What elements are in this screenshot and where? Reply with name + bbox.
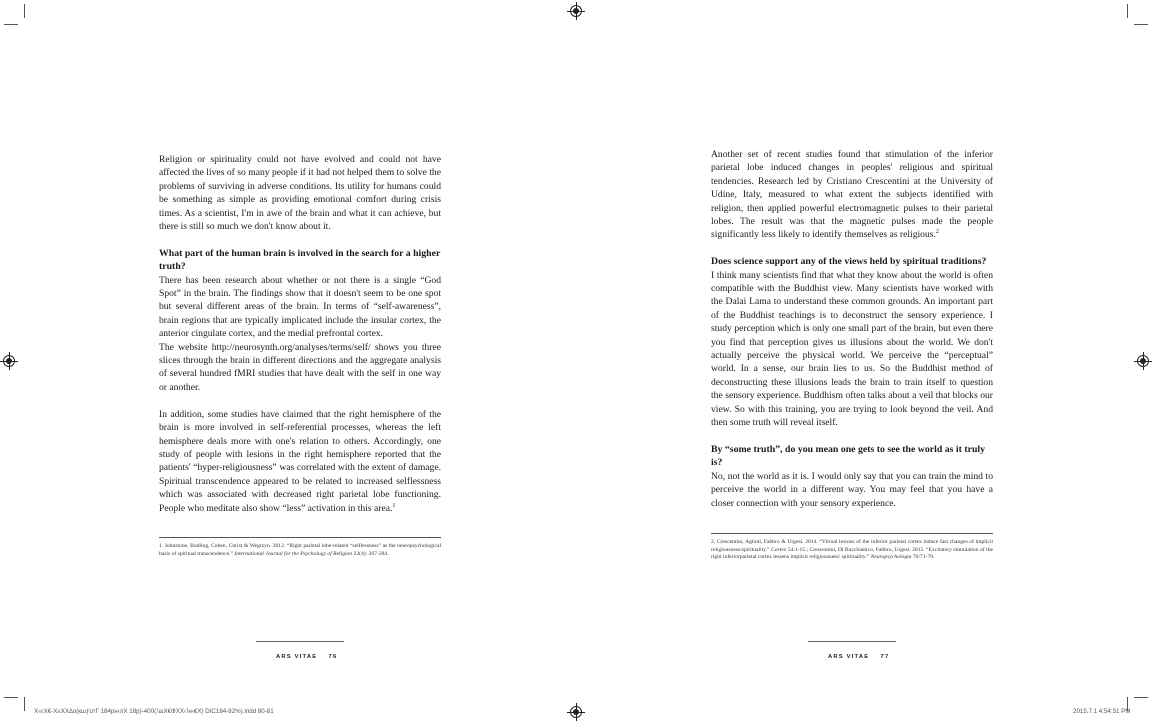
crop-mark-bottom-left-h xyxy=(4,697,18,698)
left-paragraph-3: The website http://neurosynth.org/analyses/terms/self/ shows you three slices through the brain in different directions and the aggregate analysis of several hundred fMRI studies that have dealt with the self in one way or another. xyxy=(159,341,441,393)
right-page-body xyxy=(711,148,993,510)
left-page-number: 76 xyxy=(328,654,338,660)
crop-mark-bottom-left xyxy=(24,697,25,711)
crop-mark-top-right-h xyxy=(1134,24,1148,25)
left-page-body xyxy=(159,153,441,515)
right-footnote: 2. Crescentini, Aglioti, Fabbro & Urgesi. 2014. “Virtual lesions of the inferior parietal cortex induce fast changes of implicit religiousness/spirituality.” Cortex 54:1-15.; Crescentini, Di Bucchianico, Fabbro, Urgesi. 2015. “Excitatory stimulation of the right inferiorparietal cortex lessens implicit religiousness/ spirituality.” Neuropsychologia 70:71-79. xyxy=(711,539,993,561)
left-footnote-rule xyxy=(159,537,441,538)
registration-mark-bottom xyxy=(570,706,582,718)
left-folio-rule xyxy=(256,641,344,642)
right-footnote-rule xyxy=(711,533,993,534)
footnote-ref-2: 2 xyxy=(935,229,939,236)
right-page-number: 77 xyxy=(880,654,890,660)
crop-mark-bottom-right-h xyxy=(1134,697,1148,698)
registration-mark-left xyxy=(3,355,15,367)
right-paragraph-1: Another set of recent studies found that stimulation of the inferior parietal lobe induced changes in peoples' religious and spiritual tendencies. Research led by Cristiano Crescentini at the University of Udine, Italy, measured to what extent the subjects identified with religion, then applied powerful electromagnetic pulses to their parietal lobes. The result was that the magnetic pulses made the people significantly less likely to identify themselves as religious.$^2$ xyxy=(711,149,993,241)
footnote-ref-1: 1 xyxy=(392,502,396,509)
left-question-heading: What part of the human brain is involved in the search for a higher truth? xyxy=(159,247,441,273)
right-question-heading-1: Does science support any of the views held by spiritual traditions? xyxy=(711,256,987,268)
slug-filename: Х‹≤Х€-Х≤ХХ∆о(кшƒотГ 184pн‹лХ 18p)-400(˥шХ€ФХХ‹˥н‹€Х) DIC184-82%).indd 80-81 xyxy=(34,708,274,715)
left-paragraph-2: There has been research about whether or not there is a single “God Spot” in the brain. The findings show that it doesn't seem to be one spot but several different areas of the brain. In terms of “self-awareness”, brain regions that are typically implicated include the insular cortex, the anterior cingulate cortex, and the medial prefrontal cortex. xyxy=(159,274,441,340)
right-paragraph-2: I think many scientists find that what they know about the world is often compatible with the Buddhist view. Many scientists have worked with the Dalai Lama to understand these common grounds. An important part of the Buddhist teachings is to deconstruct the sensory experience. I study perception which is only one small part of the brain, but even there you find that perception gives us illusions about the world. We don't actually perceive the physical world. We perceive the “perceptual” world. In a sense, our brain lies to us. So the Buddhist method of deconstructing these illusions leads the brain to train itself to question the sensory experience. Buddhism often talks about a veil that blocks our view. So with this training, you are trying to look beyond the veil. And then some truth will reveal itself. xyxy=(711,269,993,429)
right-folio: ARS VITAE 77 xyxy=(828,654,890,660)
registration-mark-top xyxy=(570,5,582,17)
left-folio: ARS VITAE 76 xyxy=(276,654,338,660)
left-paragraph-1: Religion or spirituality could not have evolved and could not have affected the lives of so many people if it had not helped them to solve the problems of surviving in adverse conditions. Its utility for humans could be something as simple as providing emotional comfort during crisis times. As a scientist, I'm in awe of the brain and what it can achieve, but there is still so much we don't know about it. xyxy=(159,154,441,233)
right-paragraph-3: No, not the world as it is. I would only say that you can train the mind to perceive the world in a different way. You may feel that you have a closer connection with your sensory experience. xyxy=(711,470,993,509)
right-question-heading-2: By “some truth”, do you mean one gets to see the world as it truly is? xyxy=(711,443,986,469)
crop-mark-top-left xyxy=(24,4,25,18)
crop-mark-top-right xyxy=(1127,4,1128,18)
right-folio-rule xyxy=(808,641,896,642)
slug-timestamp: 2015.7.1 4:54:51 PM xyxy=(1073,708,1131,715)
registration-mark-right xyxy=(1137,355,1149,367)
left-footnote: 1. Johnstone, Bodling, Cohen, Christ & Wegrzyn. 2012. “Right parietal lobe-related “selflessness” as the neuropsychological basis of spiritual transcendence.” International Journal for the Psychology of Religion 22(4): 267-284. xyxy=(159,543,441,557)
crop-mark-top-left-h xyxy=(4,24,18,25)
left-paragraph-4: In addition, some studies have claimed that the right hemisphere of the brain is more involved in self-referential processes, whereas the left hemisphere deals more with one's relation to others. Accordingly, one study of people with lesions in the right hemisphere reported that the patients' “hyper-religiousness” was correlated with the extent of damage. Spiritual transcendence appeared to be related to increased selflessness which was associated with decreased right parietal lobe functioning. People who meditate also show “less” activation in this area.$^1$ xyxy=(159,408,441,514)
